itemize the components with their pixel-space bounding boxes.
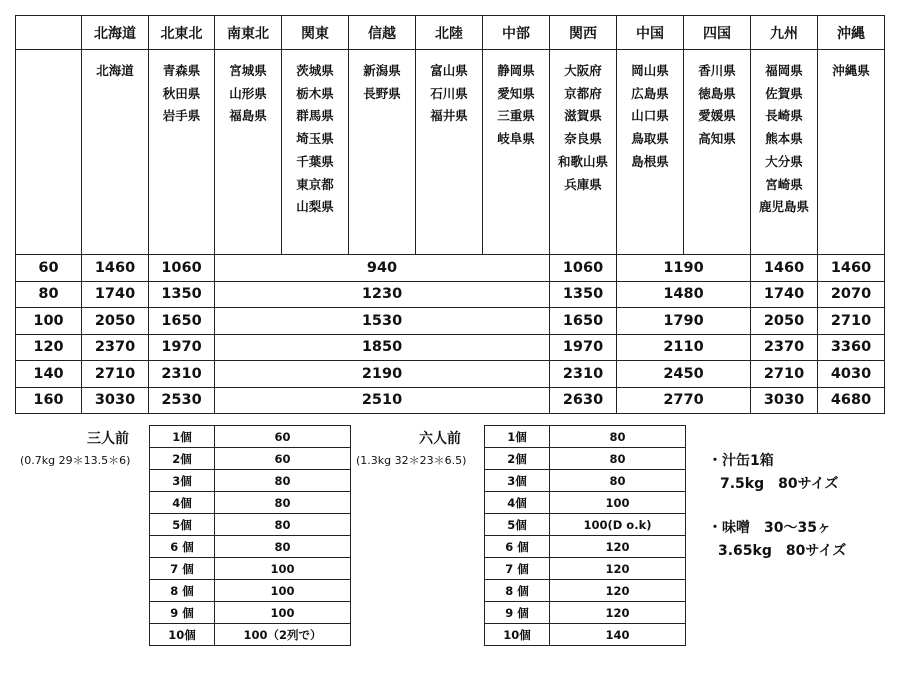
region-header: 信越 [349,16,416,50]
quantity-row [485,514,686,536]
prefecture-name: 香川県 [698,63,736,78]
prefecture-name: 福岡県 [765,63,803,78]
rate-kita-tohoku: 2310 [149,361,215,388]
quantity-box-size: 120 [550,602,686,624]
prefecture-name: 沖縄県 [832,63,870,78]
quantity-row [485,624,686,646]
quantity-box-size: 100 [215,602,351,624]
quantity-row [485,536,686,558]
rate-kita-tohoku: 1970 [149,334,215,361]
prefecture-name: 島根県 [631,153,669,169]
region-header-row [16,16,885,50]
quantity-box-size: 140 [550,624,686,646]
quantity-count: 9 個 [150,602,215,624]
quantity-box-size: 80 [215,470,351,492]
quantity-box-size: 120 [550,536,686,558]
quantity-row [150,558,351,580]
rate-hokkaido: 2710 [82,361,149,388]
three-person-size-table [149,425,351,646]
size-cell: 60 [16,255,82,282]
size-cell: 100 [16,308,82,335]
prefecture-name: 千葉県 [296,153,334,169]
prefecture-corner-cell [16,50,82,255]
quantity-box-size: 80 [215,514,351,536]
prefecture-name: 愛媛県 [698,108,736,124]
rate-chugoku-shikoku: 1190 [617,255,751,282]
rate-kyushu: 2710 [751,361,818,388]
rate-kansai: 1060 [550,255,617,282]
quantity-row [150,536,351,558]
rate-minami-tohoku-to-chubu: 1850 [215,334,550,361]
region-header: 九州 [751,16,818,50]
miso-title: ・味噌 30～35ヶ [708,520,831,536]
quantity-row [485,426,686,448]
region-header: 南東北 [215,16,282,50]
quantity-row [150,470,351,492]
prefecture-name: 静岡県 [497,63,535,78]
rate-kyushu: 1460 [751,255,818,282]
three-person-dimensions: (0.7kg 29＊13.5＊6) [20,454,131,467]
prefecture-name: 福井県 [430,108,468,124]
quantity-count: 3個 [150,470,215,492]
prefecture-name: 長崎県 [765,108,803,124]
prefecture-name: 茨城県 [296,63,334,78]
prefecture-cell [550,50,617,255]
prefecture-cell [416,50,483,255]
prefecture-cell [215,50,282,255]
prefecture-cell [349,50,416,255]
quantity-row [150,514,351,536]
rate-chugoku-shikoku: 2110 [617,334,751,361]
size-cell: 160 [16,387,82,414]
quantity-count: 4個 [485,492,550,514]
prefecture-name: 山形県 [229,85,267,101]
rate-minami-tohoku-to-chubu: 2510 [215,387,550,414]
region-header: 北陸 [416,16,483,50]
prefecture-name: 愛知県 [497,85,535,101]
rate-kansai: 1970 [550,334,617,361]
region-header: 沖縄 [818,16,885,50]
shipping-rate-table [15,15,885,414]
soup-can-title: ・汁缶1箱 [708,453,774,469]
prefecture-name: 秋田県 [162,85,201,101]
rate-okinawa: 2070 [818,281,885,308]
quantity-count: 8 個 [150,580,215,602]
size-cell: 80 [16,281,82,308]
prefecture-row [16,50,885,255]
rate-kyushu: 1740 [751,281,818,308]
prefecture-name: 宮城県 [229,63,267,78]
quantity-row [150,602,351,624]
quantity-row [485,470,686,492]
prefecture-name: 和歌山県 [557,153,608,169]
prefecture-name: 徳島県 [698,85,736,101]
rate-kita-tohoku: 2530 [149,387,215,414]
quantity-count: 3個 [485,470,550,492]
rate-minami-tohoku-to-chubu: 1230 [215,281,550,308]
prefecture-cell [82,50,149,255]
prefecture-name: 鳥取県 [631,131,669,147]
rate-okinawa: 4030 [818,361,885,388]
prefecture-name: 北海道 [96,63,134,78]
rate-minami-tohoku-to-chubu: 940 [215,255,550,282]
prefecture-name: 群馬県 [296,108,334,124]
rate-minami-tohoku-to-chubu: 2190 [215,361,550,388]
rate-kansai: 1350 [550,281,617,308]
prefecture-name: 三重県 [497,108,535,124]
rate-row [16,281,885,308]
rate-hokkaido: 1740 [82,281,149,308]
prefecture-name: 岩手県 [162,108,201,124]
quantity-box-size: 100(D o.k) [550,514,686,536]
rate-hokkaido: 3030 [82,387,149,414]
prefecture-cell [617,50,684,255]
quantity-box-size: 100 [215,558,351,580]
quantity-box-size: 100 [215,580,351,602]
rate-kansai: 2310 [550,361,617,388]
quantity-box-size: 100 [550,492,686,514]
quantity-count: 5個 [150,514,215,536]
quantity-count: 4個 [150,492,215,514]
quantity-count: 5個 [485,514,550,536]
rate-row [16,255,885,282]
six-person-size-table [484,425,686,646]
prefecture-cell [282,50,349,255]
prefecture-name: 長野県 [363,85,401,101]
quantity-count: 7 個 [150,558,215,580]
prefecture-name: 山梨県 [296,199,334,215]
quantity-box-size: 120 [550,580,686,602]
prefecture-name: 新潟県 [363,63,401,78]
region-header: 四国 [684,16,751,50]
prefecture-name: 山口県 [631,108,669,124]
quantity-row [485,492,686,514]
miso-note [708,517,846,563]
region-header: 関東 [282,16,349,50]
rate-chugoku-shikoku: 1480 [617,281,751,308]
prefecture-name: 富山県 [430,63,468,78]
six-person-title: 六人前 [419,431,461,447]
three-person-title: 三人前 [87,431,129,447]
quantity-box-size: 80 [550,426,686,448]
rate-chugoku-shikoku: 1790 [617,308,751,335]
region-header: 北東北 [149,16,215,50]
prefecture-cell [751,50,818,255]
quantity-count: 1個 [485,426,550,448]
quantity-box-size: 80 [215,536,351,558]
size-cell: 120 [16,334,82,361]
quantity-box-size: 80 [215,492,351,514]
quantity-count: 9 個 [485,602,550,624]
prefecture-cell [684,50,751,255]
quantity-count: 6 個 [485,536,550,558]
quantity-count: 2個 [150,448,215,470]
rate-kita-tohoku: 1060 [149,255,215,282]
prefecture-name: 埼玉県 [296,131,334,147]
rate-okinawa: 2710 [818,308,885,335]
quantity-box-size: 100（2列で） [215,624,351,646]
rate-hokkaido: 1460 [82,255,149,282]
six-person-dimensions: (1.3kg 32＊23＊6.5) [356,454,467,467]
soup-can-detail: 7.5kg 80サイズ [720,476,839,492]
quantity-box-size: 80 [550,448,686,470]
quantity-row [150,448,351,470]
region-header: 中国 [617,16,684,50]
rate-row [16,334,885,361]
prefecture-name: 大阪府 [564,63,602,78]
prefecture-cell [818,50,885,255]
quantity-row [485,448,686,470]
prefecture-name: 東京都 [296,176,334,192]
quantity-row [150,624,351,646]
rate-kyushu: 2370 [751,334,818,361]
region-header: 中部 [483,16,550,50]
rate-hokkaido: 2050 [82,308,149,335]
rate-kyushu: 3030 [751,387,818,414]
prefecture-cell [149,50,215,255]
size-cell: 140 [16,361,82,388]
rate-chugoku-shikoku: 2770 [617,387,751,414]
prefecture-name: 滋賀県 [564,108,602,124]
region-header: 関西 [550,16,617,50]
rate-okinawa: 3360 [818,334,885,361]
prefecture-name: 大分県 [765,153,803,169]
prefecture-name: 栃木県 [296,85,334,101]
prefecture-name: 奈良県 [564,131,602,147]
quantity-row [485,558,686,580]
prefecture-name: 岐阜県 [497,131,535,147]
rate-okinawa: 1460 [818,255,885,282]
rate-kita-tohoku: 1650 [149,308,215,335]
prefecture-name: 高知県 [698,131,736,147]
prefecture-name: 兵庫県 [564,176,602,192]
quantity-row [150,580,351,602]
soup-can-note [708,450,839,496]
rate-row [16,387,885,414]
quantity-count: 10個 [150,624,215,646]
quantity-row [150,426,351,448]
prefecture-name: 岡山県 [631,63,669,78]
prefecture-name: 青森県 [162,63,201,78]
prefecture-name: 京都府 [564,85,602,101]
quantity-count: 6 個 [150,536,215,558]
quantity-box-size: 120 [550,558,686,580]
prefecture-name: 佐賀県 [765,85,803,101]
miso-detail: 3.65kg 80サイズ [718,543,847,559]
prefecture-name: 石川県 [430,85,468,101]
rate-kita-tohoku: 1350 [149,281,215,308]
quantity-count: 1個 [150,426,215,448]
quantity-row [485,602,686,624]
prefecture-name: 熊本県 [765,131,803,147]
corner-cell [16,16,82,50]
rate-row [16,308,885,335]
quantity-row [150,492,351,514]
rate-chugoku-shikoku: 2450 [617,361,751,388]
quantity-count: 2個 [485,448,550,470]
rate-kansai: 2630 [550,387,617,414]
quantity-row [485,580,686,602]
quantity-box-size: 60 [215,426,351,448]
rate-minami-tohoku-to-chubu: 1530 [215,308,550,335]
quantity-box-size: 60 [215,448,351,470]
region-header: 北海道 [82,16,149,50]
rate-hokkaido: 2370 [82,334,149,361]
prefecture-name: 福島県 [229,108,267,124]
quantity-count: 10個 [485,624,550,646]
rate-okinawa: 4680 [818,387,885,414]
prefecture-cell [483,50,550,255]
rate-kansai: 1650 [550,308,617,335]
quantity-box-size: 80 [550,470,686,492]
prefecture-name: 鹿児島県 [758,199,809,215]
rate-kyushu: 2050 [751,308,818,335]
prefecture-name: 宮崎県 [765,176,803,192]
quantity-count: 8 個 [485,580,550,602]
rate-row [16,361,885,388]
prefecture-name: 広島県 [631,85,669,101]
quantity-count: 7 個 [485,558,550,580]
